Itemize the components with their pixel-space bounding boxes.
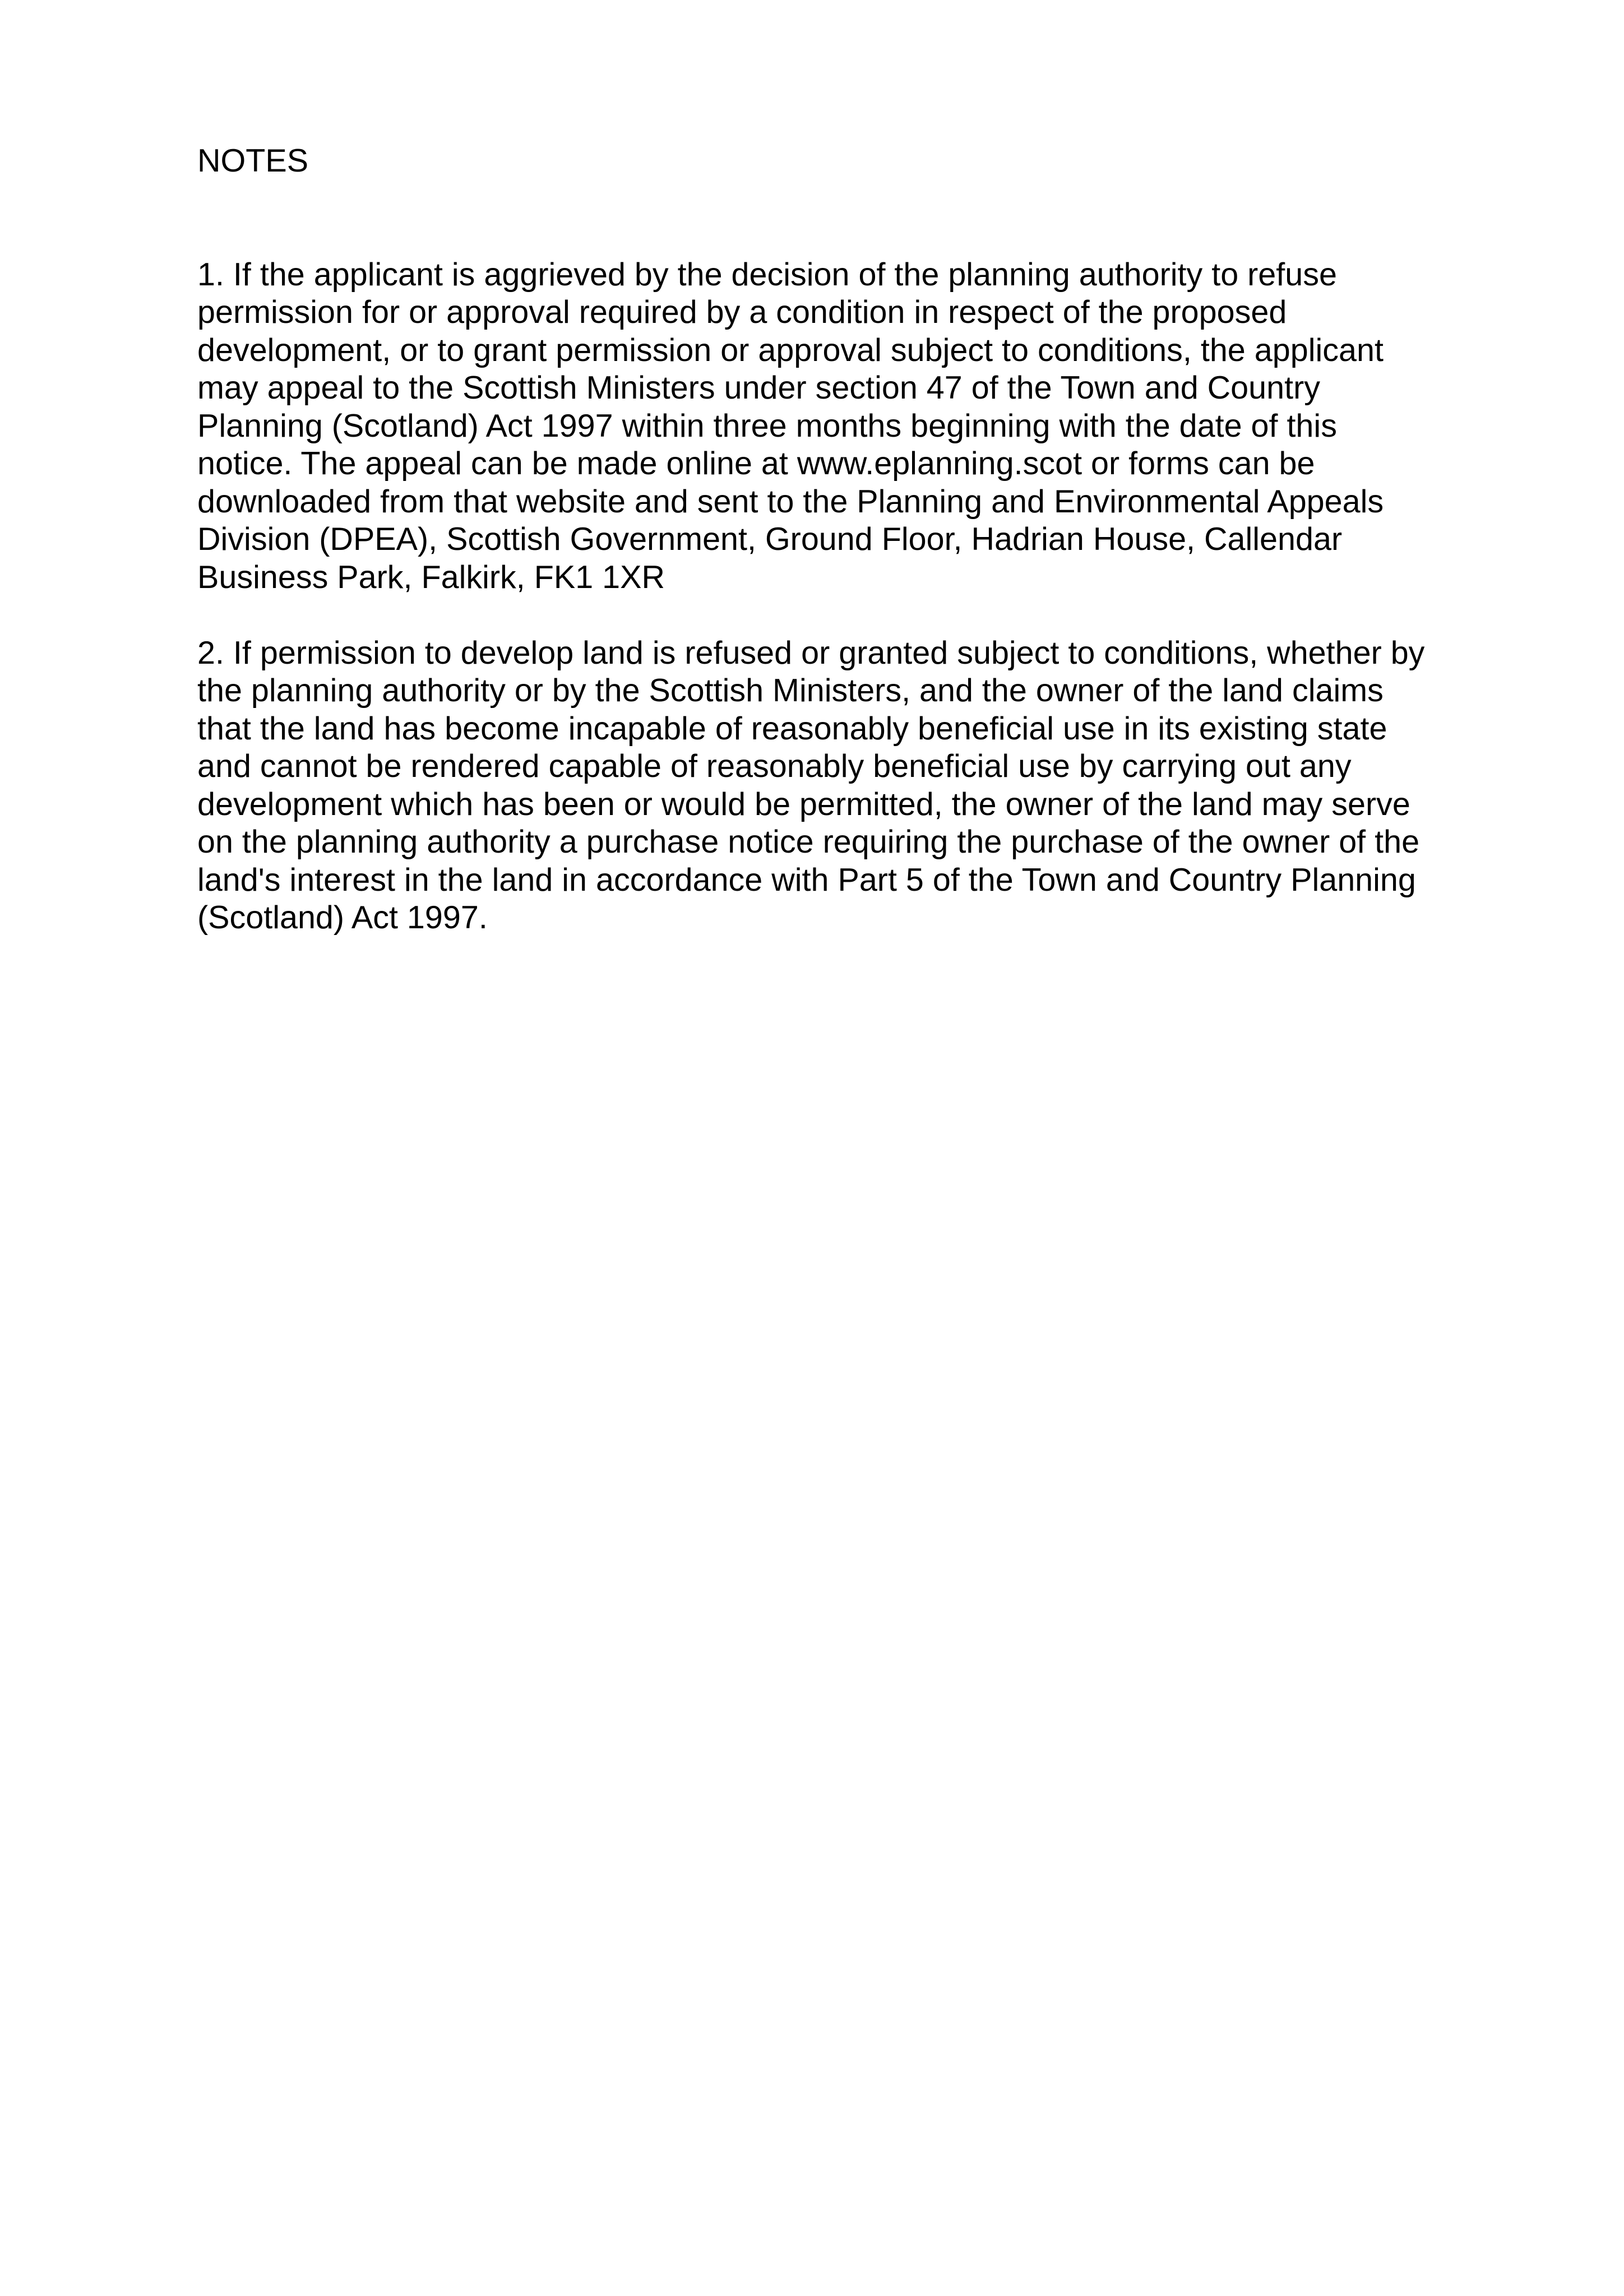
note-line: on the planning authority a purchase notice requiring the purchase of the owner of the	[197, 824, 1420, 860]
note-line: Planning (Scotland) Act 1997 within three months beginning with the date of this	[197, 408, 1337, 444]
note-line: may appeal to the Scottish Ministers under section 47 of the Town and Country	[197, 370, 1320, 406]
note-line: notice. The appeal can be made online at www.eplanning.scot or forms can be	[197, 446, 1315, 482]
note-line: development, or to grant permission or approval subject to conditions, the applicant	[197, 332, 1384, 368]
notes-section	[197, 142, 1459, 937]
note-line: permission for or approval required by a condition in respect of the proposed	[197, 294, 1287, 330]
note-line: that the land has become incapable of reasonably beneficial use in its existing state	[197, 710, 1387, 747]
note-2-paragraph	[197, 635, 1459, 937]
note-line: 1. If the applicant is aggrieved by the decision of the planning authority to refuse	[197, 256, 1337, 293]
note-line: (Scotland) Act 1997.	[197, 900, 488, 936]
note-line: and cannot be rendered capable of reasonably beneficial use by carrying out any	[197, 748, 1352, 784]
note-1-paragraph	[197, 256, 1459, 597]
note-line: the planning authority or by the Scottish Ministers, and the owner of the land claims	[197, 673, 1384, 709]
note-line: downloaded from that website and sent to the Planning and Environmental Appeals	[197, 483, 1384, 520]
note-line: development which has been or would be permitted, the owner of the land may serve	[197, 786, 1410, 822]
note-line: Division (DPEA), Scottish Government, Ground Floor, Hadrian House, Callendar	[197, 521, 1343, 557]
note-line: 2. If permission to develop land is refused or granted subject to conditions, whether by	[197, 635, 1425, 671]
note-line: Business Park, Falkirk, FK1 1XR	[197, 559, 665, 595]
note-line: land's interest in the land in accordance with Part 5 of the Town and Country Planning	[197, 862, 1416, 898]
notes-heading: NOTES	[197, 143, 309, 179]
